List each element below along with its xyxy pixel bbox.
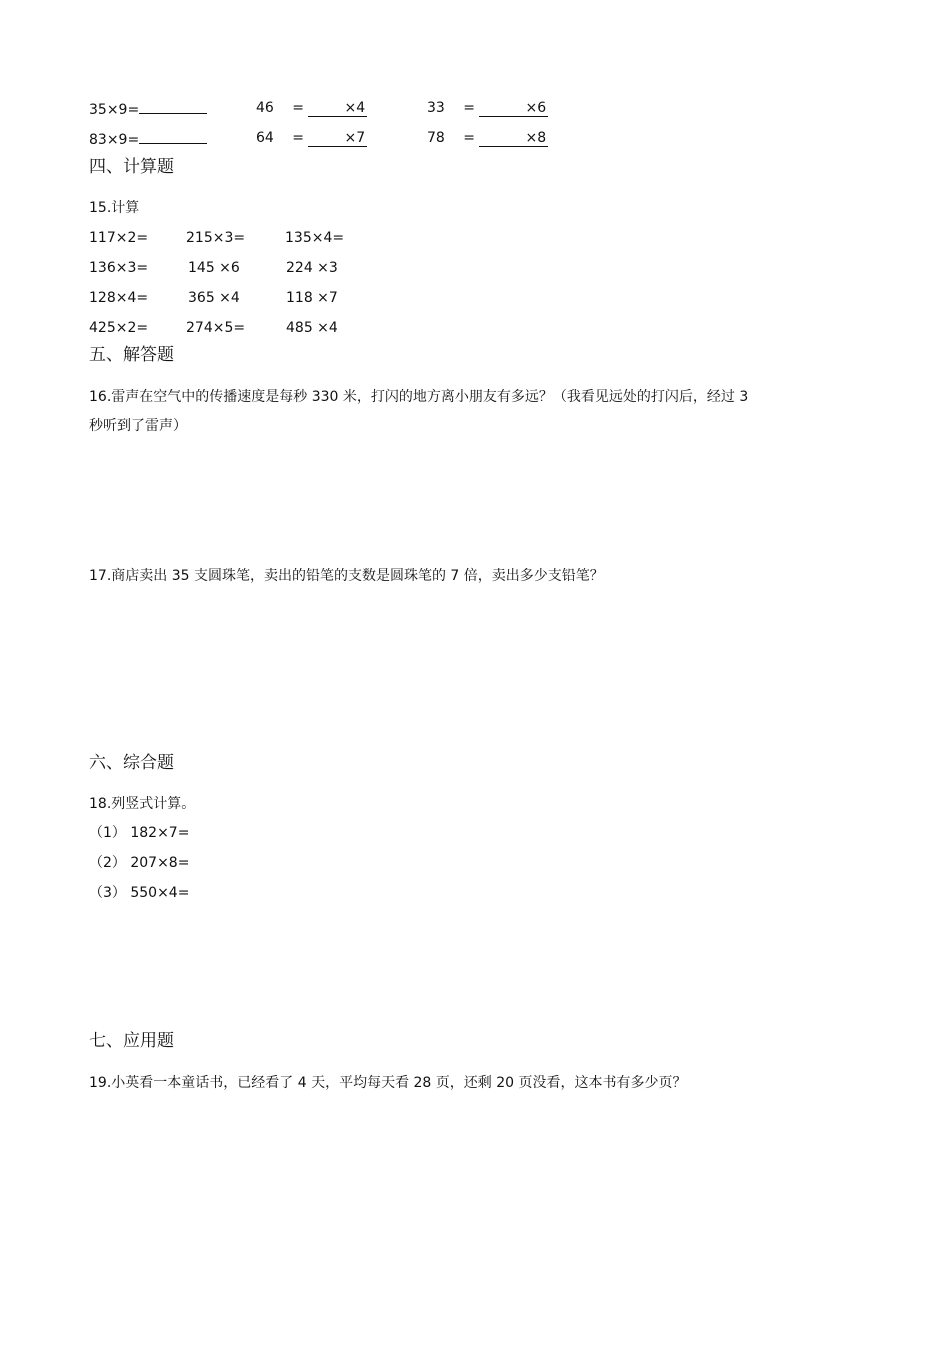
calc-cell: 224 ×3 xyxy=(286,260,338,276)
question-19: 19.小英看一本童话书，已经看了 4 天，平均每天看 28 页，还剩 20 页没看，这本书有多少页？ xyxy=(89,1075,687,1091)
vertical-calc-item: （2） 207×8= xyxy=(89,855,190,871)
fill-expr: 83×9= xyxy=(89,132,140,148)
answer-blank xyxy=(308,100,367,117)
calc-cell: 425×2= xyxy=(89,320,149,336)
vertical-calc-item: （3） 550×4= xyxy=(89,885,190,901)
calc-cell: 117×2= xyxy=(89,230,149,246)
answer-blank xyxy=(479,130,548,147)
fill-row-2 xyxy=(89,129,207,149)
section-title: 六、综合题 xyxy=(89,753,174,773)
multiplier: ×4 xyxy=(344,100,366,116)
vertical-calc-item: （1） 182×7= xyxy=(89,825,190,841)
equals-sign: = xyxy=(292,100,305,116)
question-title: 18.列竖式计算。 xyxy=(89,796,196,812)
section-title: 四、计算题 xyxy=(89,157,174,177)
calc-cell: 485 ×4 xyxy=(286,320,338,336)
fill-row-1 xyxy=(89,99,207,119)
fill-item xyxy=(256,129,367,147)
question-16-line-2: 秒听到了雷声） xyxy=(89,418,187,434)
question-17: 17.商店卖出 35 支圆珠笔，卖出的铅笔的支数是圆珠笔的 7 倍，卖出多少支铅笔？ xyxy=(89,568,604,584)
equals-sign: = xyxy=(463,100,476,116)
fill-item xyxy=(256,99,367,117)
fill-number: 78 xyxy=(427,130,445,146)
calc-cell: 118 ×7 xyxy=(286,290,338,306)
equals-sign: = xyxy=(292,130,305,146)
multiplier: ×6 xyxy=(525,100,547,116)
calc-cell: 135×4= xyxy=(285,230,345,246)
section-title: 五、解答题 xyxy=(89,345,174,365)
calc-cell: 274×5= xyxy=(186,320,246,336)
fill-number: 46 xyxy=(256,100,274,116)
calc-cell: 136×3= xyxy=(89,260,149,276)
question-title: 15.计算 xyxy=(89,200,140,216)
calc-cell: 128×4= xyxy=(89,290,149,306)
multiplier: ×7 xyxy=(344,130,366,146)
section-title: 七、应用题 xyxy=(89,1031,174,1051)
fill-number: 64 xyxy=(256,130,274,146)
calc-cell: 145 ×6 xyxy=(188,260,240,276)
fill-item xyxy=(427,129,548,147)
fill-expr: 35×9= xyxy=(89,102,140,118)
answer-blank xyxy=(308,130,367,147)
fill-item xyxy=(427,99,548,117)
answer-blank xyxy=(139,99,207,114)
fill-number: 33 xyxy=(427,100,445,116)
answer-blank xyxy=(479,100,548,117)
answer-blank xyxy=(139,129,207,144)
calc-cell: 215×3= xyxy=(186,230,246,246)
multiplier: ×8 xyxy=(525,130,547,146)
equals-sign: = xyxy=(463,130,476,146)
question-16-line-1: 16.雷声在空气中的传播速度是每秒 330 米，打闪的地方离小朋友有多远？（我看见远处的打闪后，经过 3 xyxy=(89,389,749,405)
calc-cell: 365 ×4 xyxy=(188,290,240,306)
